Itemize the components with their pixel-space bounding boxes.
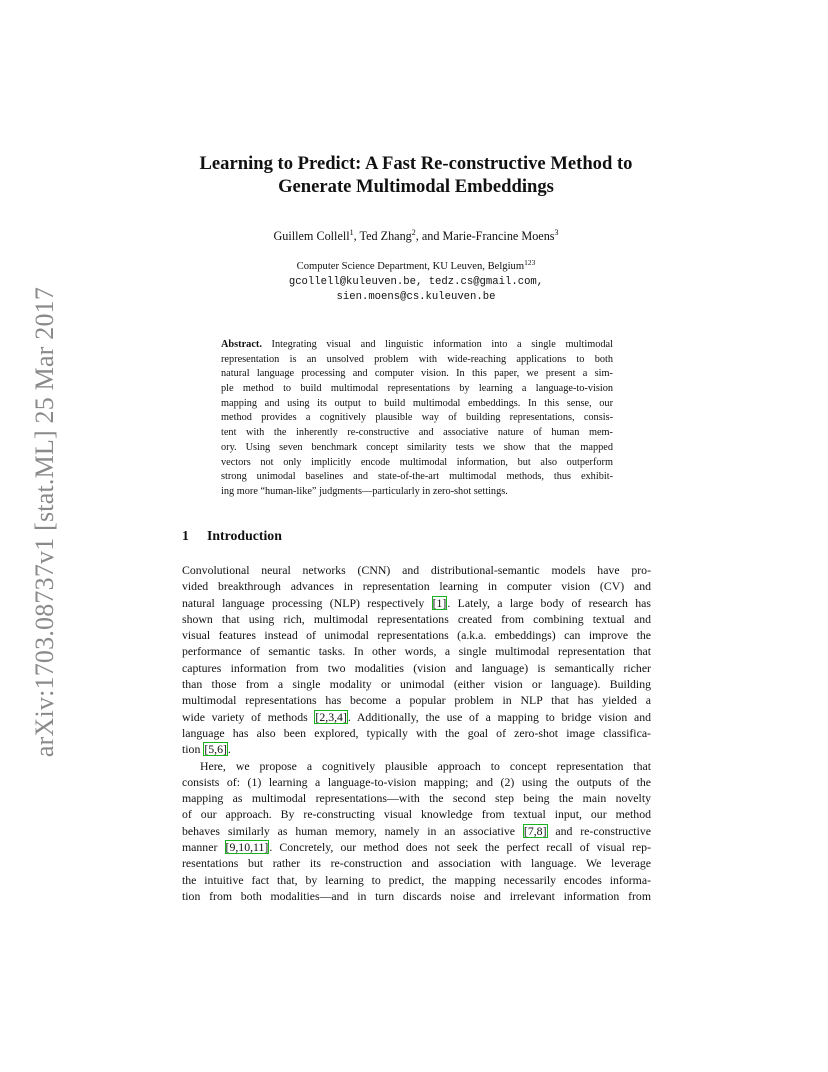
author-3: , and Marie-Francine Moens xyxy=(415,229,555,243)
body-line: Here, we propose a cognitively plausible approach to concept representation that xyxy=(200,758,651,773)
body-line: visual features instead of unimodal representations (a.k.a. embeddings) can improve the xyxy=(182,628,651,643)
abstract-line: natural language processing and computer vision. In this paper, we present a sim- xyxy=(221,368,613,380)
citation-link[interactable]: [7,8] xyxy=(523,823,547,838)
abstract-line: method provides a cognitively plausible way of building representations, consis- xyxy=(221,412,613,424)
arxiv-identifier: arXiv:1703.08737v1 [stat.ML] 25 Mar 2017 xyxy=(30,286,59,758)
section-heading xyxy=(182,528,282,544)
citation-link[interactable]: [9,10,11] xyxy=(225,840,269,855)
body-text xyxy=(182,562,651,904)
body-line: multimodal representations has become a popular problem in NLP that has yielded a xyxy=(182,693,651,708)
body-line: of our approach. By re-constructing visual knowledge from textual input, our method xyxy=(182,807,651,822)
body-line: resentations but rather its re-construction and association with language. We leverage xyxy=(182,856,651,871)
citation-link[interactable]: [2,3,4] xyxy=(315,709,347,724)
body-line: behaves similarly as human memory, namely in an associative [7,8] and re-constructive xyxy=(182,823,651,838)
body-line: wide variety of methods [2,3,4]. Additionally, the use of a mapping to bridge vision and xyxy=(182,709,651,724)
citation-link[interactable]: [1] xyxy=(432,595,447,610)
body-line: performance of semantic tasks. In other words, a single multimodal representation that xyxy=(182,644,651,659)
body-line: than those from a single modality or unimodal (either vision or language). Building xyxy=(182,677,651,692)
author-1: Guillem Collell xyxy=(273,229,350,243)
body-line: tion from both modalities—and in turn discards noise and irrelevant information from xyxy=(182,888,651,903)
author-emails-2[interactable]: sien.moens@cs.kuleuven.be xyxy=(336,291,496,303)
body-line: natural language processing (NLP) respectively [1]. Lately, a large body of research has xyxy=(182,595,651,610)
body-line: consists of: (1) learning a language-to-vision mapping; and (2) using the outputs of the xyxy=(182,774,651,789)
author-2-affil: 2 xyxy=(411,228,416,237)
abstract-line: ory. Using seven benchmark concept similarity tests we show that the mapped xyxy=(221,441,613,453)
body-line: manner [9,10,11]. Concretely, our method does not seek the perfect recall of visual rep- xyxy=(182,840,651,855)
abstract-line: strong unimodal baselines and state-of-the-art multimodal methods, thus exhibit- xyxy=(221,471,613,483)
body-line: mapping as multimodal representations—with the second step being the main novelty xyxy=(182,791,651,806)
body-line: language has also been explored, typically with the goal of zero-shot image classifica- xyxy=(182,725,651,740)
author-1-affil: 1 xyxy=(349,228,354,237)
abstract-line: Abstract. Integrating visual and linguistic information into a single multimodal xyxy=(221,339,613,350)
author-list xyxy=(150,229,682,244)
title-line-1: Learning to Predict: A Fast Re-constructive Method to xyxy=(199,153,633,174)
affiliation-sup: 123 xyxy=(524,258,536,267)
paper-title xyxy=(150,152,682,198)
body-line: vided breakthrough advances in representation learning in computer vision (CV) and xyxy=(182,579,651,594)
body-line: the intuitive fact that, by learning to predict, the mapping necessarily encodes informa- xyxy=(182,872,651,887)
abstract-label: Abstract. xyxy=(221,339,262,350)
body-line: captures information from two modalities (vision and language) is semantically richer xyxy=(182,660,651,675)
author-emails-1[interactable]: gcollell@kuleuven.be, tedz.cs@gmail.com, xyxy=(288,275,544,288)
body-line: tion [5,6]. xyxy=(182,742,231,757)
abstract-line: vectors not only implicitly encode multimodal information, but also outperform xyxy=(221,456,613,468)
abstract xyxy=(221,338,613,500)
abstract-line: mapping and using its output to build multimodal embeddings. In this sense, our xyxy=(221,397,613,409)
section-number: 1 xyxy=(182,528,189,543)
affiliation-dept: Computer Science Department, KU Leuven, Belgium xyxy=(296,261,525,272)
abstract-line: tent with the inherently re-constructive and associative nature of human mem- xyxy=(221,427,613,439)
author-3-affil: 3 xyxy=(554,228,559,237)
affiliation-block xyxy=(200,259,632,306)
body-line: Convolutional neural networks (CNN) and distributional-semantic models have pro- xyxy=(182,563,651,577)
abstract-line: ple method to build multimodal representations by learning a language-to-vision xyxy=(221,383,613,395)
section-title: Introduction xyxy=(207,528,282,543)
abstract-line: representation is an unsolved problem with wide-reaching applications to both xyxy=(221,353,613,365)
author-2: , Ted Zhang xyxy=(353,229,412,243)
title-line-2: Generate Multimodal Embeddings xyxy=(278,176,554,197)
citation-link[interactable]: [5,6] xyxy=(204,742,227,757)
body-line: shown that using rich, multimodal representations created from combining textual and xyxy=(182,611,651,626)
abstract-line: ing more “human-like” judgments—particularly in zero-shot settings. xyxy=(221,485,508,497)
